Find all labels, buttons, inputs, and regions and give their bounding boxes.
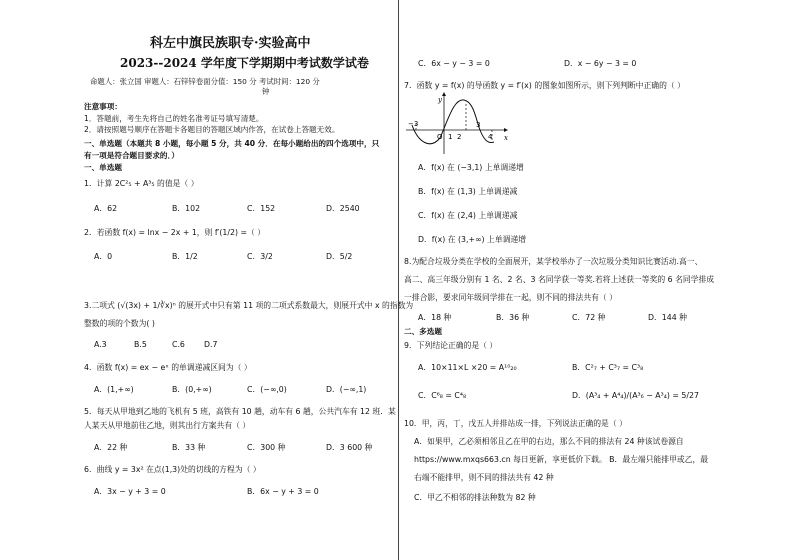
q7-option-d: D．f(x) 在 (3,+∞) 上单调递增 [418, 235, 527, 244]
q2-option-c: C．3/2 [247, 252, 273, 261]
q9-option-b: B．C²₇ + C³₇ = C³₈ [572, 363, 644, 372]
section1-intro: 一、单选题（本题共 8 小题，每小题 5 分，共 40 分．在每小题给出的四个选项中，只 [84, 139, 380, 148]
question-3: 3.二项式 (√(3x) + 1/∛x)ⁿ 的展开式中只有第 11 项的二项式系数最大，则展开式中 x 的指数为 [84, 301, 414, 310]
question-7: 7．函数 y = f(x) 的导函数 y = f′(x) 的图象如图所示，则下列判断中正确的（ ） [404, 81, 685, 90]
q10-line: https://www.mxqs663.cn 每日更新，享更低价下载。 B．最左端只能排甲或乙，最 [414, 455, 709, 464]
graph-tick-2: 2 [457, 133, 462, 141]
q8-option-b: B．36 种 [496, 313, 530, 322]
q10-line: A．如果甲，乙必须相邻且乙在甲的右边，那么不同的排法有 24 种该试卷源自 [414, 437, 684, 446]
question-8-line3: 一排合影，要求同年级同学排在一起，则不同的排法共有（ ） [404, 293, 617, 302]
section2-title: 二、多选题 [404, 327, 442, 336]
q1-option-c: C．152 [247, 204, 276, 213]
question-1: 1．计算 2C²₅ + A³₅ 的值是（ ） [84, 179, 199, 188]
q5-option-c: C．300 种 [247, 443, 286, 452]
question-5-cont: 人某天从甲地前往乙地，则其出行方案共有（ ） [84, 421, 251, 430]
q3-option-a: A.3 [94, 340, 107, 349]
q2-option-b: B．1/2 [172, 252, 198, 261]
derivative-graph [404, 90, 514, 156]
exam-meta: 命题人：张立国 审题人：石锌锌卷面分值：150 分 考试时间：120 分 [90, 77, 320, 86]
q4-option-c: C．(−∞,0) [247, 385, 287, 394]
q9-option-c: C．C⁶₈ = C⁴₈ [418, 391, 467, 400]
note-item: 2．请按照题号顺序在答题卡各题目的答题区域内作答，在试卷上答题无效。 [84, 125, 340, 134]
q7-option-b: B．f(x) 在 (1,3) 上单调递减 [418, 187, 518, 196]
graph-origin: O [437, 133, 443, 141]
graph-tick-1: 1 [448, 133, 453, 141]
q10-line: C．甲乙不相邻的排法种数为 82 种 [414, 493, 536, 502]
q6-option-a: A．3x − y + 3 = 0 [94, 487, 166, 496]
question-4: 4．函数 f(x) = ex − eˣ 的单调递减区间为（ ） [84, 363, 252, 372]
exam-meta-wrap: 钟 [262, 87, 270, 96]
q7-option-a: A．f(x) 在 (−3,1) 上单调递增 [418, 163, 524, 172]
q5-option-d: D．3 600 种 [326, 443, 373, 452]
q7-option-c: C．f(x) 在 (2,4) 上单调递减 [418, 211, 518, 220]
notes-heading: 注意事项： [84, 102, 122, 111]
question-3-cont: 整数的项的个数为( ) [84, 319, 155, 328]
q9-option-d: D．(A³₄ + A⁴₄)/(A³₆ − A³₄) = 5/27 [572, 391, 699, 400]
q6-option-d: D．x − 6y − 3 = 0 [564, 59, 637, 68]
q8-option-a: A．18 种 [418, 313, 452, 322]
question-6: 6．曲线 y = 3x² 在点(1,3)处的切线的方程为（ ） [84, 465, 261, 474]
q9-option-a: A．10×11×L ×20 = A¹⁰₂₀ [418, 363, 517, 372]
q4-option-b: B．(0,+∞) [172, 385, 212, 394]
graph-y-label: y [438, 96, 442, 104]
exam-title: 2023--2024 学年度下学期期中考试数学试卷 [120, 56, 369, 70]
q3-option-d: D.7 [204, 340, 218, 349]
q3-option-c: C.6 [172, 340, 185, 349]
graph-tick-3: 3 [476, 121, 481, 129]
question-9: 9．下列结论正确的是（ ） [404, 341, 498, 350]
q1-option-d: D．2540 [326, 204, 360, 213]
q8-option-d: D．144 种 [648, 313, 687, 322]
q5-option-a: A．22 种 [94, 443, 128, 452]
school-title: 科左中旗民族职专·实验高中 [150, 36, 311, 51]
question-8-line2: 高二、高三年级分别有 1 名、2 名、3 名同学获一等奖.若将上述获一等奖的 6 名同学排成 [404, 275, 715, 284]
section1-subtitle: 一、单选题 [84, 163, 122, 172]
q1-option-a: A．62 [94, 204, 118, 213]
q4-option-a: A．(1,+∞) [94, 385, 134, 394]
q1-option-b: B．102 [172, 204, 201, 213]
q10-line: 右端不能排甲，则不同的排法共有 42 种 [414, 473, 554, 482]
q8-option-c: C．72 种 [572, 313, 606, 322]
q6-option-c: C．6x − y − 3 = 0 [418, 59, 490, 68]
q3-option-b: B.5 [134, 340, 147, 349]
column-divider [398, 0, 399, 560]
graph-tick-m3: −3 [408, 120, 419, 128]
section1-intro-cont: 有一项是符合题目要求的．） [84, 151, 179, 160]
q5-option-b: B．33 种 [172, 443, 206, 452]
note-item: 1．答题前，考生先将自己的姓名准考证号填写清楚。 [84, 114, 264, 123]
question-2: 2．若函数 f(x) = lnx − 2x + 1，则 f′(1/2) =（ ） [84, 228, 266, 237]
q4-option-d: D．(−∞,1) [326, 385, 367, 394]
q2-option-d: D．5/2 [326, 252, 353, 261]
question-10: 10．甲，丙，丁，戊五人并排站成一排，下列说法正确的是（ ） [404, 419, 627, 428]
q6-option-b: B．6x − y + 3 = 0 [247, 487, 319, 496]
q2-option-a: A．0 [94, 252, 113, 261]
question-5: 5．每天从甲地到乙地的飞机有 5 班，高铁有 10 趟，动车有 6 趟，公共汽车有 12 班．某 [84, 407, 396, 416]
question-8: 8.为配合垃圾分类在学校的全面展开，某学校举办了一次垃圾分类知识比赛活动.高一、 [404, 257, 703, 266]
graph-tick-4: 4 [488, 133, 493, 141]
graph-x-label: x [504, 134, 508, 142]
